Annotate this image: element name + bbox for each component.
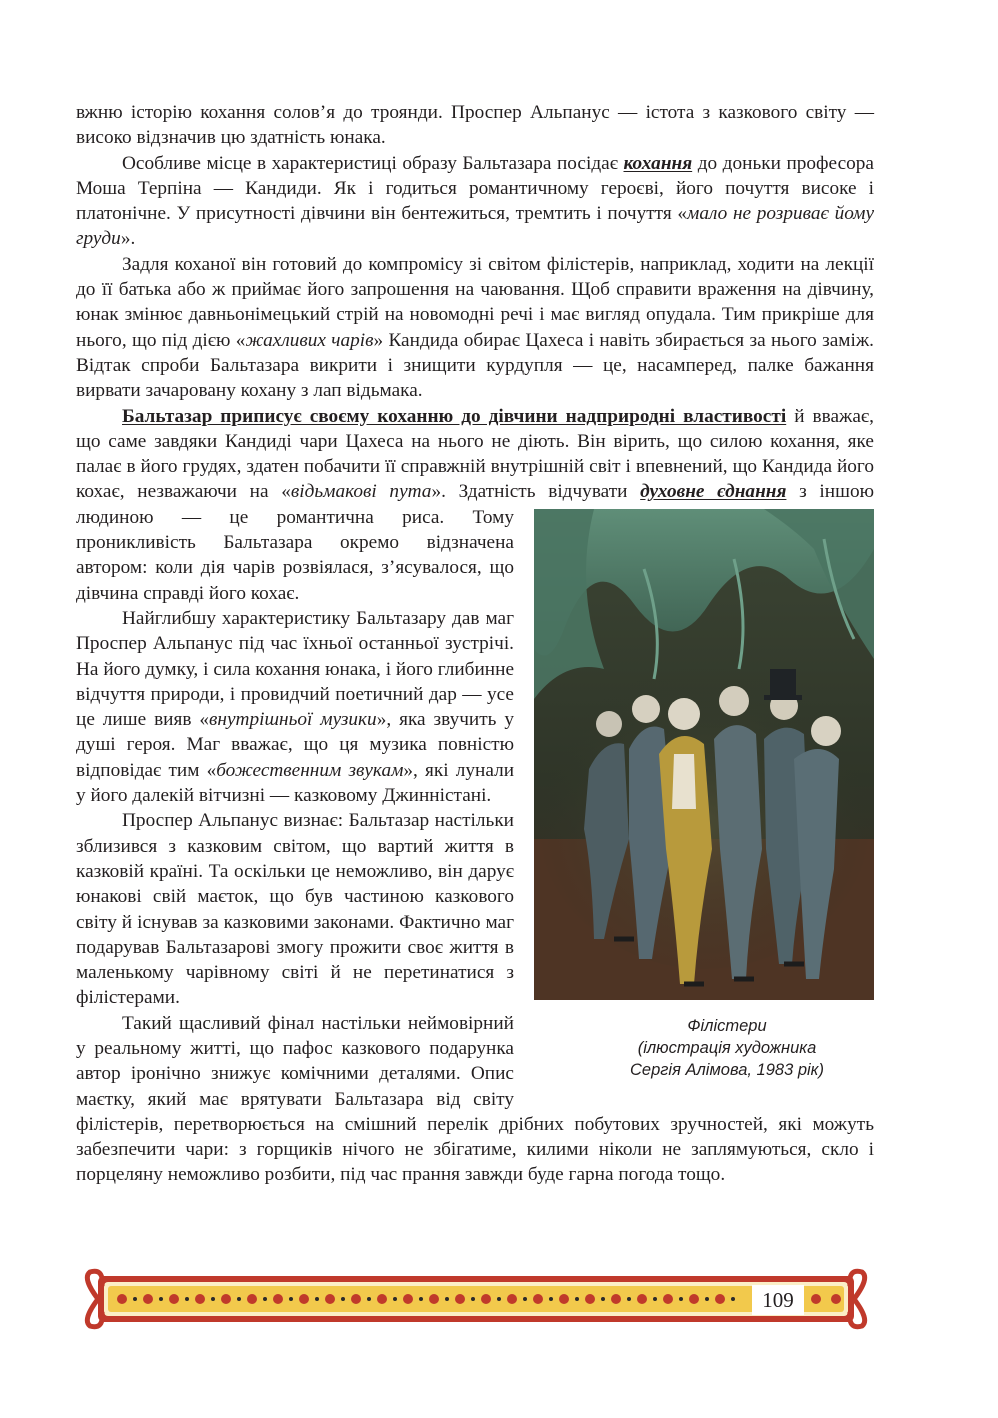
quote-spells: жахливих чарів (245, 329, 374, 351)
paragraph-7: Такий щасливий фінал настільки неймовірний у реальному житті, що пафос казкового подарунка автор іронічно знижує комічними деталями. Опис маєтку, який має врятувати Бальтазара від світу філістерів, перетворюється на смішний перелік дрібних побутових зручностей, які можуть забезпечити чари: з горщиків нічого не збігатиме, килими ніколи не заплямуються, скло і порцеляну неможливо розбити, під час прання завжди буде гарна погода тощо. (76, 1012, 874, 1186)
quote-inner-music: внутрішньої музики (209, 709, 377, 731)
page-number: 109 (752, 1285, 804, 1315)
paragraph-4: Бальтазар приписує своєму коханню до дівчини надприродні властивості й вважає, що саме завдяки Кандиді чари Цахеса на нього не діють. Він вірить, що силою кохання, яке палає в його грудях, здатен побачити її справжній внутрішній світ і впевнений, що Кандида його кохає, незважаючи на «відьмакові пута». Здатність відчувати Філістери (ілюстрація художника Сергія Алімова, 1983 рік) духовне єднання з іншою людиною — це романтична риса. Тому проникливість Бальтазара окремо відзначена автором: коли дія чарів розвіялася, з’ясувалося, що дівчина справді його кохає. (76, 404, 874, 606)
emphasis-spiritual-unity: духовне єднання (640, 481, 787, 503)
paragraph-6: Проспер Альпанус визнає: Бальтазар настільки зблизився з казковим світом, що вартий життя в казковій країні. Та оскільки це неможливо, він дарує юнакові свій маєток, що був частиною казкового світу й існував за казковими законами. Фактично маг подарував Бальтазарові змогу прожити своє життя в маленькому чарівному світі й не перетинатися з філістерами. (76, 810, 514, 1009)
caption-title: Філістери (687, 1016, 767, 1035)
illustration-figure (534, 509, 874, 1101)
caption-line-2: (ілюстрація художника (637, 1038, 817, 1057)
paragraph-3: Задля коханої він готовий до компромісу зі світом філістерів, наприклад, ходити на лекції до її батька або ж приймає його запрошення на чаювання. Щоб справити враження на дівчину, юнак змінює давньонімецький стрій на новомодні речі і має вигляд опудала. Тим прикріше для нього, що під дією «жахливих чарів» Кандида обирає Цахеса і навіть збирається за нього заміж. Відтак спроби Бальтазара викрити і знищити курдупля — це, насамперед, палке бажання вирвати зачаровану кохану з лап відьмака. (76, 253, 875, 402)
philistines-illustration (534, 509, 874, 1000)
paragraph-1: вжню історію кохання солов’я до троянди. Проспер Альпанус — істота з казкового світу — високо відзначив цю здатність юнака. (76, 102, 874, 149)
quote-bonds: відьмакові пута (290, 481, 432, 503)
emphasis-love: кохання (623, 152, 693, 174)
emphasis-supernatural: Бальтазар приписує своєму коханню до дівчини надприродні властивості (122, 405, 787, 427)
quote-heart: мало не розриває йому груди (76, 203, 875, 250)
illustration-caption (534, 1015, 874, 1081)
paragraph-2: Особливе місце в характеристиці образу Бальтазара посідає кохання до доньки професора Моша Терпіна — Кандиди. Як і годиться романтичному героєві, його почуття високе і платонічне. У присутності дівчини він бентежиться, тремтить і почуття «мало не розриває йому груди». (76, 152, 875, 250)
caption-line-3: Сергія Алімова, 1983 рік) (630, 1060, 824, 1079)
main-text (76, 100, 874, 1188)
paragraph-5: Найглибшу характеристику Бальтазару дав маг Проспер Альпанус під час їхньої останньої зустрічі. На його думку, і сила кохання юнака, і його глибинне відчуття природи, і провидчий поетичний дар — усе це лише вияв «внутрішньої музики», яка звучить у душі героя. Маг вважає, що ця музика повністю відповідає тим «божественним звукам», які лунали у його далекій вітчизні — казковому Джинністані. (76, 607, 515, 807)
quote-divine-sounds: божественним звукам (216, 759, 404, 781)
